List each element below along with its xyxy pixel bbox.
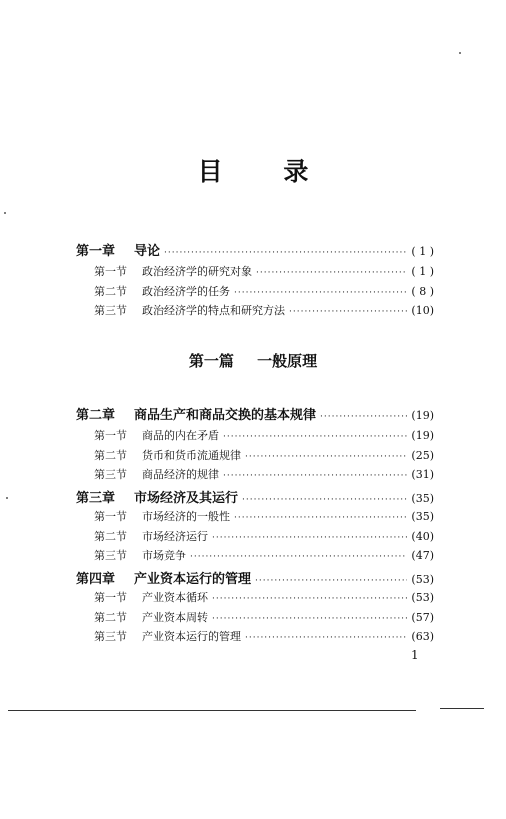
entry-title: 市场经济运行 <box>142 530 208 543</box>
entry-number: 第二节 <box>94 449 127 462</box>
entry-page: ( 1 ) <box>411 245 434 258</box>
toc-section-entry <box>94 589 434 605</box>
toc-section-entry <box>94 466 434 482</box>
toc-chapter-entry <box>76 404 434 423</box>
dot-leader <box>223 471 407 481</box>
entry-title: 市场经济的一般性 <box>142 510 230 523</box>
dot-leader <box>242 495 407 505</box>
entry-page: (47) <box>411 549 434 562</box>
entry-page: (10) <box>411 304 434 317</box>
toc-section-entry <box>94 427 434 443</box>
entry-title: 产业资本运行的管理 <box>142 630 241 643</box>
dot-leader <box>234 288 407 298</box>
dot-leader <box>223 432 407 442</box>
entry-page: (19) <box>411 409 434 422</box>
entry-page: (35) <box>411 510 434 523</box>
entry-number: 第二节 <box>94 611 127 624</box>
entry-title: 货币和货币流通规律 <box>142 449 241 462</box>
entry-number: 第一节 <box>94 510 127 523</box>
entry-number: 第一节 <box>94 591 127 604</box>
dot-leader <box>289 307 407 317</box>
entry-number: 第三节 <box>94 549 127 562</box>
entry-page: ( 8 ) <box>411 285 434 298</box>
entry-number: 第二节 <box>94 530 127 543</box>
entry-title: 市场竞争 <box>142 549 186 562</box>
entry-number: 第二章 <box>76 408 116 423</box>
scan-speck <box>4 212 6 214</box>
dot-leader <box>245 452 407 462</box>
toc-section-entry <box>94 528 434 544</box>
entry-title: 产业资本周转 <box>142 611 208 624</box>
entry-number: 第一节 <box>94 265 127 278</box>
toc-section-entry <box>94 302 434 318</box>
dot-leader <box>245 633 407 643</box>
entry-number: 第一章 <box>76 244 116 259</box>
toc-section-entry <box>94 283 434 299</box>
entry-title: 商品经济的规律 <box>142 468 219 481</box>
page-title: 目 录 <box>197 157 335 186</box>
entry-page: (57) <box>411 611 434 624</box>
entry-page: (31) <box>411 468 434 481</box>
toc-chapter-entry <box>76 487 434 506</box>
part-heading: 第一篇 一般原理 <box>188 352 318 370</box>
entry-title: 政治经济学的任务 <box>142 285 230 298</box>
entry-page: (53) <box>411 591 434 604</box>
entry-title: 政治经济学的特点和研究方法 <box>142 304 285 317</box>
toc-section-entry <box>94 447 434 463</box>
bottom-rule-right <box>440 708 484 709</box>
entry-title: 商品的内在矛盾 <box>142 429 219 442</box>
dot-leader <box>190 552 407 562</box>
entry-title: 政治经济学的研究对象 <box>142 265 252 278</box>
entry-number: 第四章 <box>76 572 116 587</box>
entry-page: (63) <box>411 630 434 643</box>
toc-section-entry <box>94 508 434 524</box>
toc-section-entry <box>94 263 434 279</box>
entry-page: ( 1 ) <box>411 265 434 278</box>
dot-leader <box>234 513 407 523</box>
page-number: 1 <box>411 648 419 662</box>
entry-page: (53) <box>411 573 434 586</box>
toc-chapter-entry <box>76 568 434 587</box>
dot-leader <box>212 594 407 604</box>
entry-page: (40) <box>411 530 434 543</box>
dot-leader <box>320 412 407 422</box>
entry-title: 市场经济及其运行 <box>134 491 239 506</box>
toc-chapter-entry <box>76 240 434 259</box>
entry-number: 第一节 <box>94 429 127 442</box>
entry-number: 第三节 <box>94 468 127 481</box>
dot-leader <box>164 248 407 258</box>
dot-leader <box>212 533 407 543</box>
toc-section-entry <box>94 547 434 563</box>
entry-title: 产业资本循环 <box>142 591 208 604</box>
dot-leader <box>255 576 407 586</box>
toc-section-entry <box>94 628 434 644</box>
entry-number: 第三节 <box>94 304 127 317</box>
dot-leader <box>256 268 407 278</box>
toc-section-entry <box>94 609 434 625</box>
entry-title: 导论 <box>134 244 161 259</box>
scan-speck <box>459 52 461 54</box>
entry-page: (25) <box>411 449 434 462</box>
entry-number: 第二节 <box>94 285 127 298</box>
entry-page: (19) <box>411 429 434 442</box>
dot-leader <box>212 614 407 624</box>
entry-number: 第三节 <box>94 630 127 643</box>
scan-speck <box>6 497 8 499</box>
entry-title: 产业资本运行的管理 <box>134 572 252 587</box>
entry-title: 商品生产和商品交换的基本规律 <box>134 408 317 423</box>
entry-number: 第三章 <box>76 491 116 506</box>
bottom-rule <box>8 710 416 711</box>
entry-page: (35) <box>411 492 434 505</box>
